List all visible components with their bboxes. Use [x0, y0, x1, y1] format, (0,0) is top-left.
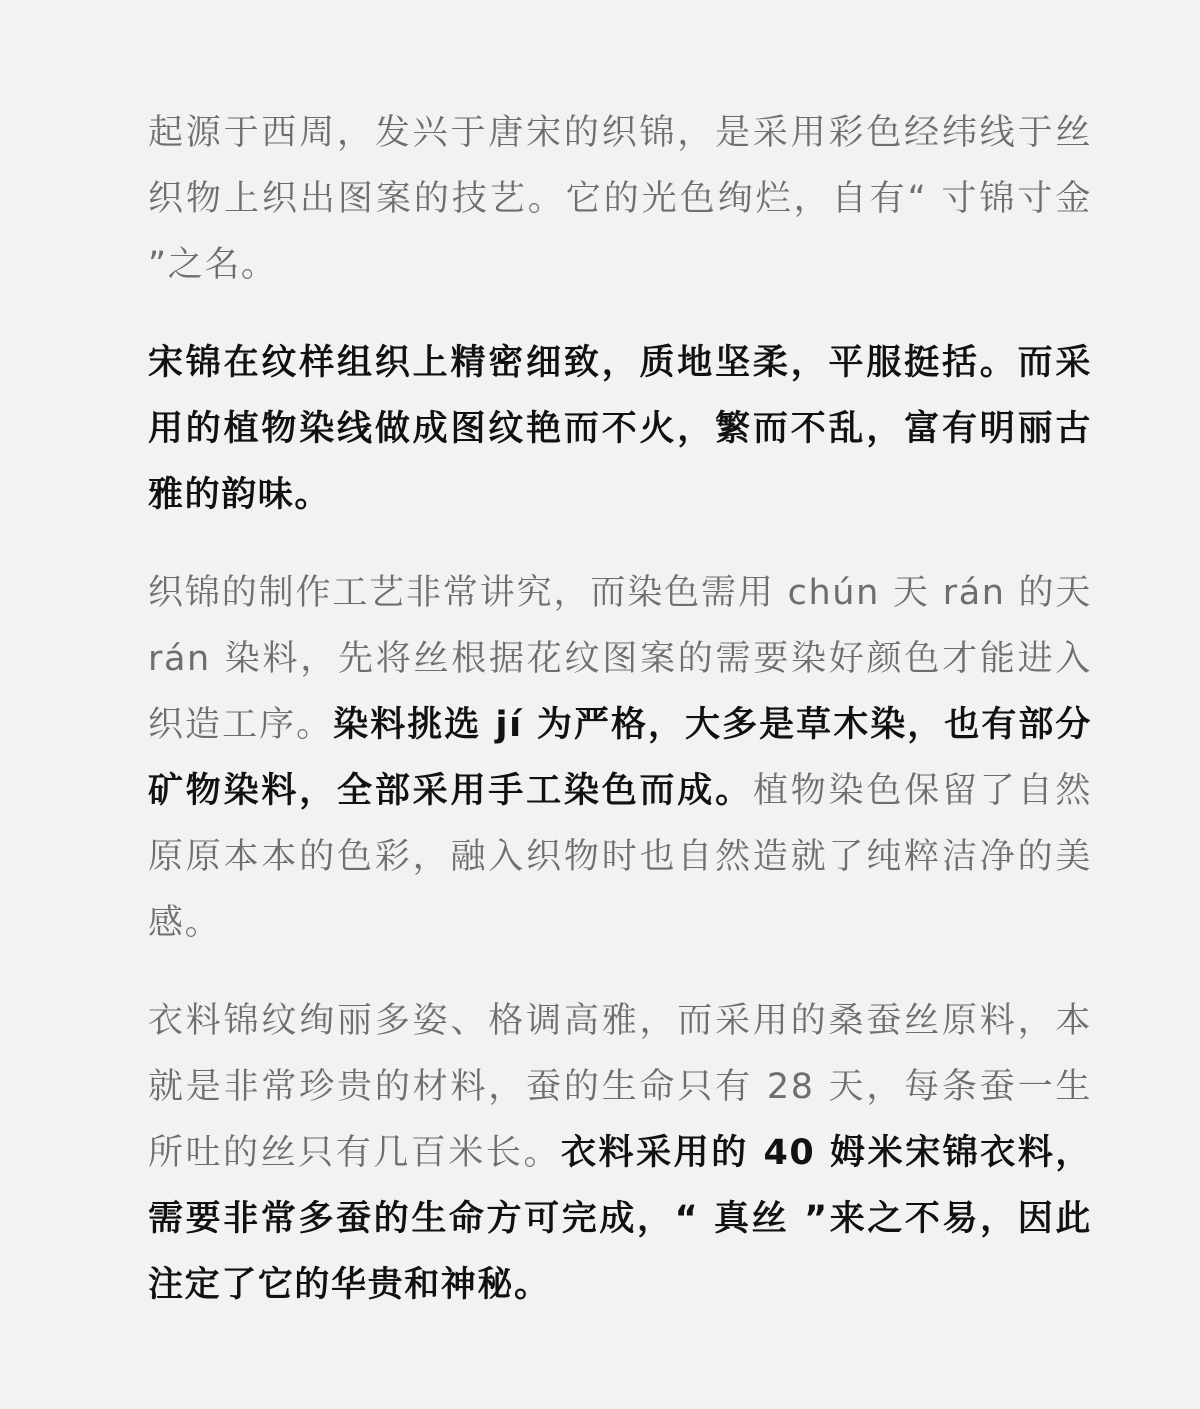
paragraph-song-brocade [148, 330, 1092, 528]
paragraph-material-intro: 衣料锦纹绚丽多姿、格调高雅，而采用的桑蚕丝原料，本就是非常珍贵的材料，蚕的生命只有 28 天，每条蚕一生所吐的丝只有几百米长。 [148, 1001, 1092, 1173]
paragraph-song-brocade-text: 宋锦在纹样组织上精密细致，质地坚柔，平服挺括。而采用的植物染线做成图纹艳而不火，繁而不乱，富有明丽古雅的韵味。 [148, 343, 1092, 515]
paragraph-origin-text: 起源于西周，发兴于唐宋的织锦，是采用彩色经纬线于丝织物上织出图案的技艺。它的光色绚烂，自有“ 寸锦寸金 ”之名。 [148, 113, 1092, 285]
paragraph-craft-emphasis: 染料挑选 jí 为严格，大多是草木染，也有部分矿物染料，全部采用手工染色而成。 [148, 705, 1092, 811]
paragraph-material-emphasis: 衣料采用的 40 姆米宋锦衣料，需要非常多蚕的生命方可完成，“ 真丝 ”来之不易，因此注定了它的华贵和神秘。 [148, 1133, 1092, 1305]
paragraph-origin [148, 100, 1092, 298]
paragraph-craft-outro: 植物染色保留了自然原原本本的色彩，融入织物时也自然造就了纯粹洁净的美感。 [148, 771, 1092, 943]
paragraph-material [148, 988, 1092, 1318]
paragraph-craft [148, 560, 1092, 956]
article-body [148, 100, 1092, 1318]
paragraph-craft-intro: 织锦的制作工艺非常讲究，而染色需用 chún 天 rán 的天 rán 染料，先将丝根据花纹图案的需要染好颜色才能进入织造工序。 [148, 573, 1092, 745]
